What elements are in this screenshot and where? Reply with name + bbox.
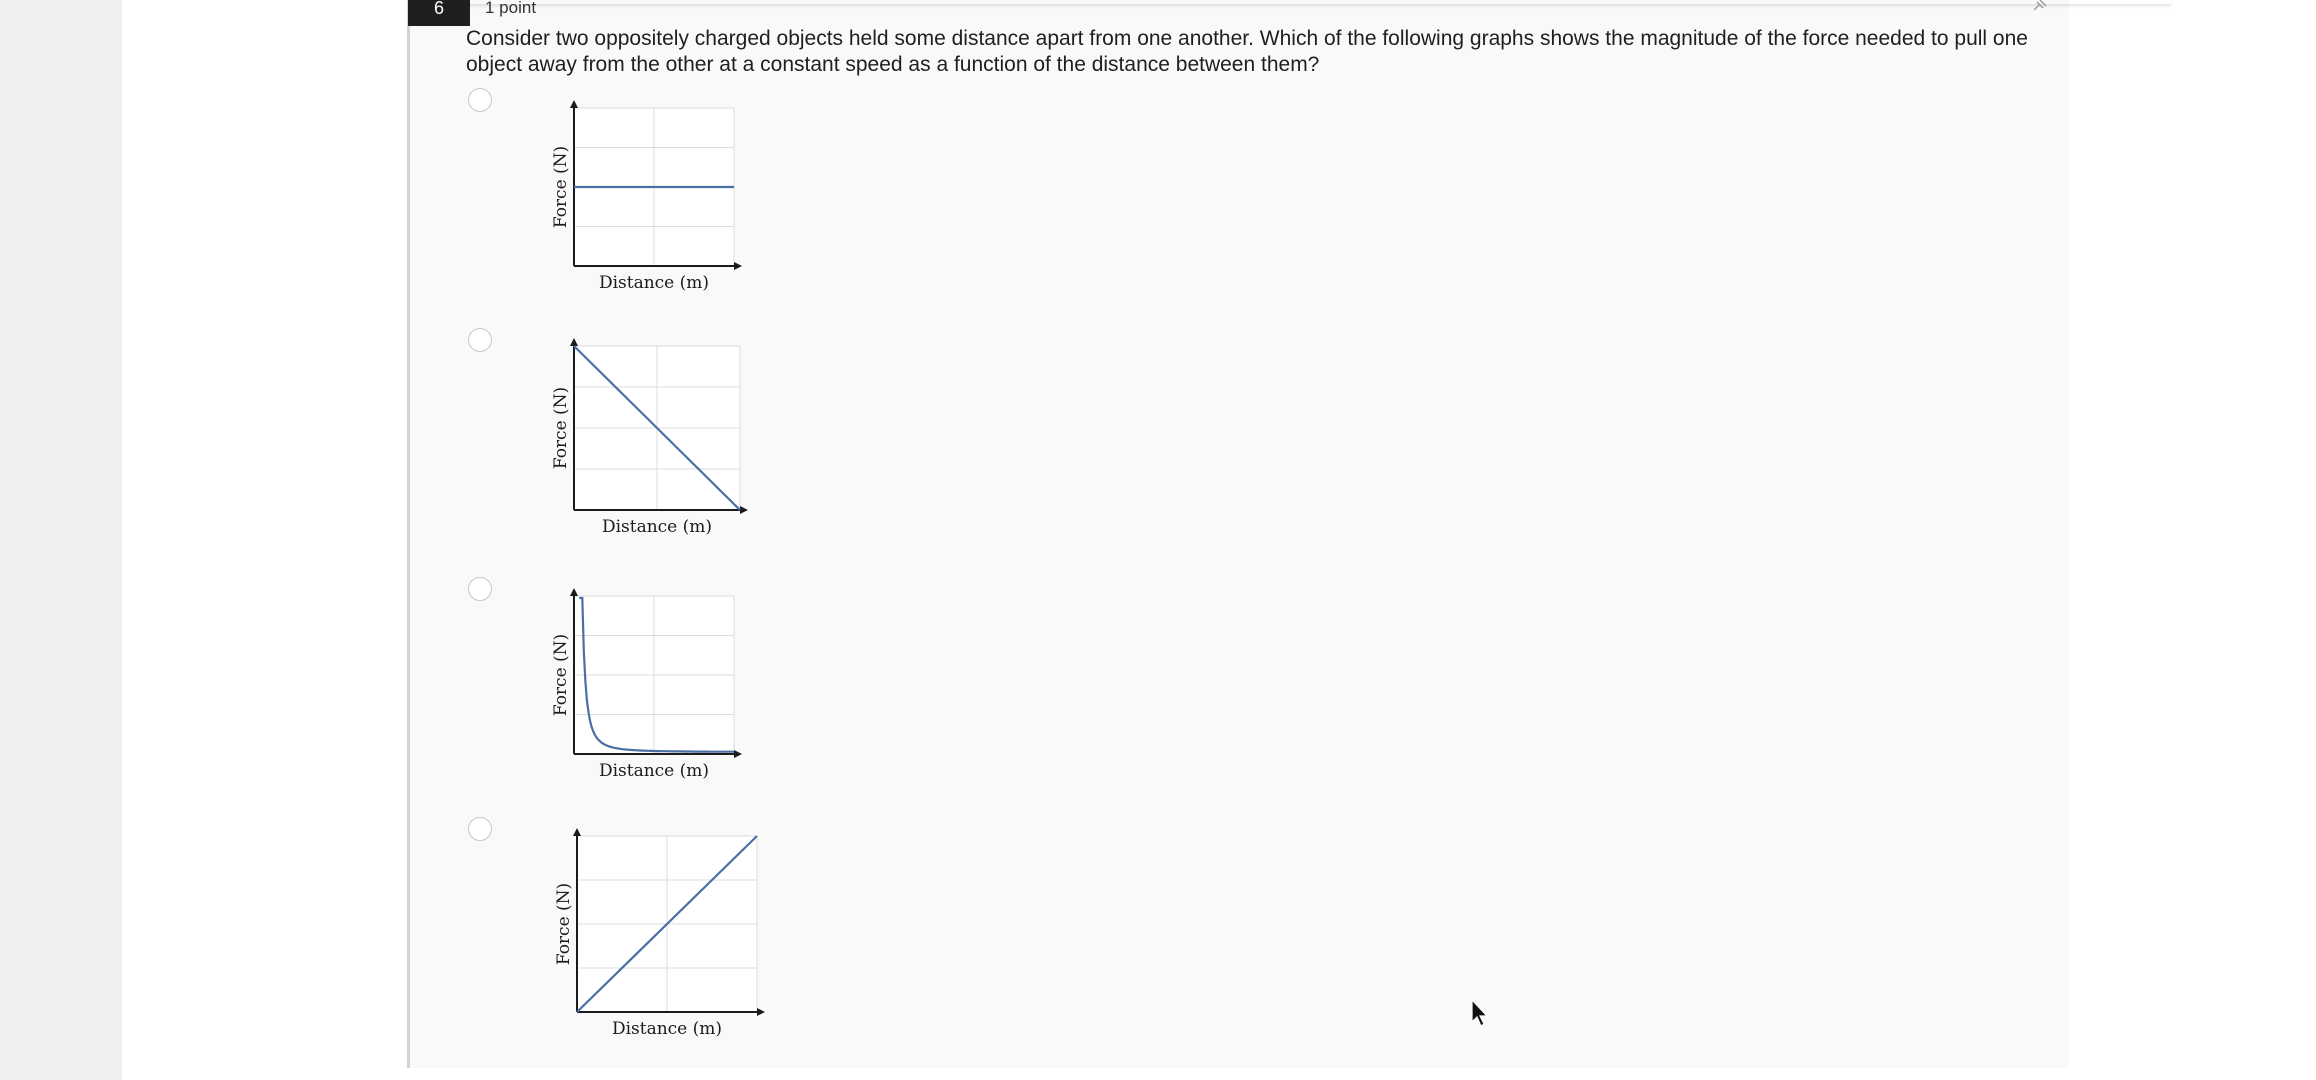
y-axis-label: Force (N) xyxy=(551,386,571,470)
y-axis-label: Force (N) xyxy=(554,882,574,966)
x-axis-label: Distance (m) xyxy=(611,1019,723,1039)
mouse-pointer-icon xyxy=(1470,998,1490,1028)
left-sidebar xyxy=(0,0,122,1080)
x-axis-label: Distance (m) xyxy=(601,517,713,537)
x-axis-label: Distance (m) xyxy=(598,273,710,293)
option-4-graph[interactable] xyxy=(539,834,759,1044)
question-card xyxy=(407,0,2069,1068)
option-1-graph[interactable] xyxy=(539,104,739,299)
y-axis-label: Force (N) xyxy=(551,633,571,717)
x-axis-arrow xyxy=(757,1008,765,1016)
option-2-graph[interactable] xyxy=(539,344,739,544)
question-prompt: Consider two oppositely charged objects held some distance apart from one another. Which of the following graphs shows the magnitude of the force needed to pull one object away from the other at a constant speed as a function of the distance between them? xyxy=(466,27,2028,76)
option-4-radio[interactable] xyxy=(468,817,492,841)
option-1-radio[interactable] xyxy=(468,88,492,112)
question-points: 1 point xyxy=(485,0,537,17)
x-axis-arrow xyxy=(740,506,748,514)
x-axis-label: Distance (m) xyxy=(598,761,710,781)
y-axis-arrow xyxy=(570,338,578,346)
option-3-graph[interactable] xyxy=(539,592,739,787)
option-3-radio[interactable] xyxy=(468,577,492,601)
option-2-radio[interactable] xyxy=(468,328,492,352)
x-axis-arrow xyxy=(734,750,742,758)
x-axis-arrow xyxy=(734,262,742,270)
card-top-shadow xyxy=(410,0,2170,4)
pin-icon[interactable] xyxy=(2030,0,2048,12)
y-axis-label: Force (N) xyxy=(551,145,571,229)
y-axis-arrow xyxy=(570,588,578,596)
y-axis-arrow xyxy=(573,828,581,836)
y-axis-arrow xyxy=(570,100,578,108)
question-number-badge: 6 xyxy=(408,0,470,26)
